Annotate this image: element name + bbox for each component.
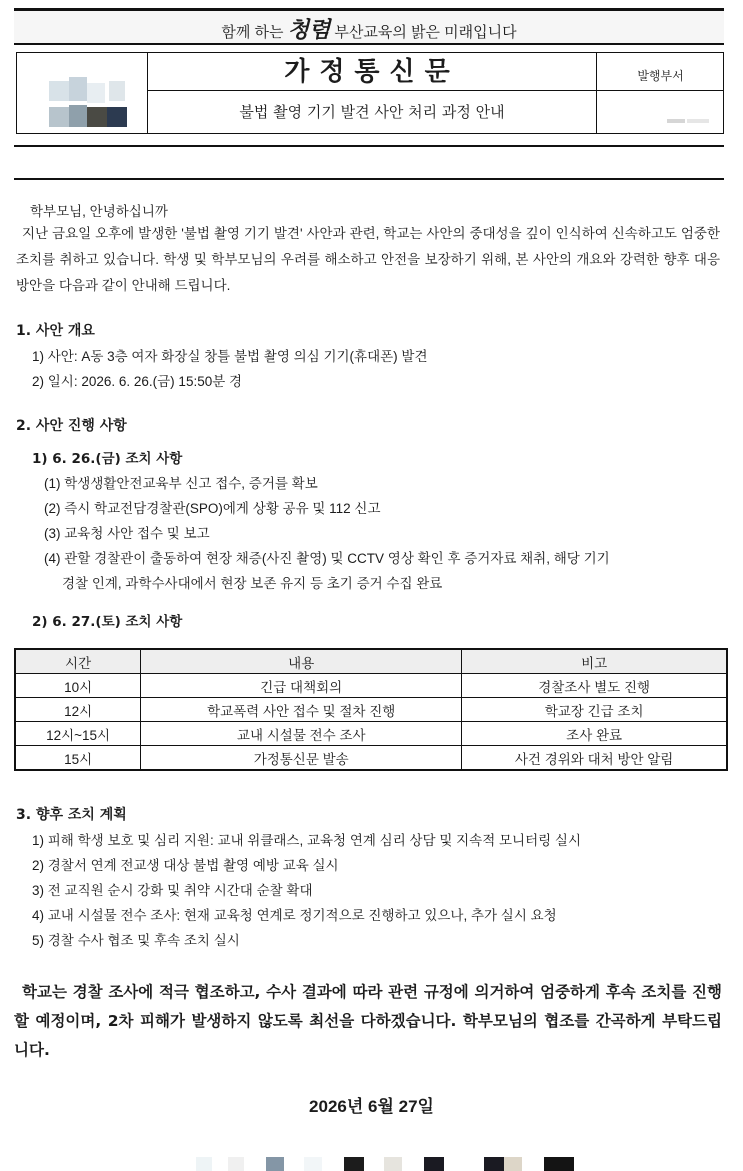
cell-time: 15시 — [15, 746, 141, 771]
intro-paragraph: 지난 금요일 오후에 발생한 '불법 촬영 기기 발견' 사안과 관련, 학교는 사안의 중대성을 깊이 인식하여 신속하고도 엄중한 조치를 취하고 있습니다. 학생 및 학부모님의 우려를 해소하고 안전을 보장하기 위해, 본 사안의 개요와 강력한 향후 대응 방안을 다음과 같이 안내해 드립니다. — [16, 226, 720, 293]
sub1-item-3: (3) 교육청 사안 접수 및 보고 — [44, 526, 210, 541]
table-row — [15, 722, 727, 746]
section1-item-1: 1) 사안: A동 3층 여자 화장실 창틀 불법 촬영 의심 기기(휴대폰) 발견 — [32, 349, 428, 364]
dept-label: 발행부서 — [637, 69, 684, 83]
issuing-department — [596, 53, 724, 133]
table-row — [15, 698, 727, 722]
section2-heading: 2. 사안 진행 사항 — [16, 418, 127, 434]
header-rule-top — [14, 145, 724, 147]
cell-content: 긴급 대책회의 — [141, 674, 462, 698]
slogan-brand: 청렴 — [287, 17, 331, 43]
cell-content: 교내 시설물 전수 조사 — [141, 722, 462, 746]
issue-date: 2026년 6월 27일 — [309, 1097, 434, 1116]
section3-heading: 3. 향후 조치 계획 — [16, 807, 127, 823]
document-subtitle: 불법 촬영 기기 발견 사안 처리 과정 안내 — [239, 103, 505, 121]
dept-divider — [597, 90, 724, 91]
section3-item-1: 1) 피해 학생 보호 및 심리 지원: 교내 위클래스, 교육청 연계 심리 상담 및 지속적 모니터링 실시 — [32, 833, 581, 848]
section3-item-2: 2) 경찰서 연계 전교생 대상 불법 촬영 예방 교육 실시 — [32, 858, 339, 873]
closing-paragraph: 학교는 경찰 조사에 적극 협조하고, 수사 결과에 따라 관련 규정에 의거하여 엄중하게 후속 조치를 진행할 예정이며, 2차 피해가 발생하지 않도록 최선을 다하겠습니다. 학부모님의 협조를 간곡하게 부탁드립니다. — [14, 983, 722, 1059]
section1-item-2: 2) 일시: 2026. 6. 26.(금) 15:50분 경 — [32, 374, 243, 389]
table-header-row — [15, 649, 727, 674]
cell-remarks: 사건 경위와 대처 방안 알림 — [462, 746, 727, 771]
sub1-item-1: (1) 학생생활안전교육부 신고 접수, 증거를 확보 — [44, 476, 318, 491]
sub1-item-4-cont: 경찰 인계, 과학수사대에서 현장 보존 유지 등 초기 증거 수집 완료 — [62, 576, 443, 591]
slogan-banner — [14, 8, 724, 45]
cell-content: 가정통신문 발송 — [141, 746, 462, 771]
section3-item-5: 5) 경찰 수사 협조 및 후속 조치 실시 — [32, 933, 240, 948]
dept-name-redacted — [667, 119, 685, 123]
greeting: 학부모님, 안녕하십니까 — [30, 204, 168, 219]
section2-sub2-heading: 2) 6. 27.(토) 조치 사항 — [32, 614, 183, 630]
table-row — [15, 746, 727, 771]
section3-item-3: 3) 전 교직원 순시 강화 및 취약 시간대 순찰 확대 — [32, 883, 313, 898]
col-header-content: 내용 — [141, 649, 462, 674]
slogan-suffix: 부산교육의 밝은 미래입니다 — [334, 24, 517, 41]
section1-heading: 1. 사안 개요 — [16, 323, 95, 339]
school-logo — [17, 53, 148, 133]
section3-item-4: 4) 교내 시설물 전수 조사: 현재 교육청 연계로 정기적으로 진행하고 있으나, 추가 실시 요청 — [32, 908, 557, 923]
sub1-item-4: (4) 관할 경찰관이 출동하여 현장 채증(사진 촬영) 및 CCTV 영상 확인 후 증거자료 채취, 해당 기기 — [44, 551, 610, 566]
schedule-table — [14, 648, 728, 771]
col-header-time: 시간 — [15, 649, 141, 674]
cell-content: 학교폭력 사안 접수 및 절차 진행 — [141, 698, 462, 722]
sub1-item-2: (2) 즉시 학교전담경찰관(SPO)에게 상황 공유 및 112 신고 — [44, 501, 381, 516]
header-rule-bottom — [14, 178, 724, 180]
section2-sub1-heading: 1) 6. 26.(금) 조치 사항 — [32, 451, 183, 467]
cell-time: 12시~15시 — [15, 722, 141, 746]
document-title: 가정통신문 — [148, 53, 596, 91]
cell-time: 12시 — [15, 698, 141, 722]
newsletter-header — [16, 52, 724, 134]
dept-name-redacted-2 — [687, 119, 709, 123]
col-header-remarks: 비고 — [462, 649, 727, 674]
cell-remarks: 학교장 긴급 조치 — [462, 698, 727, 722]
table-row — [15, 674, 727, 698]
cell-time: 10시 — [15, 674, 141, 698]
slogan-prefix: 함께 하는 — [221, 24, 284, 41]
cell-remarks: 경찰조사 별도 진행 — [462, 674, 727, 698]
cell-remarks: 조사 완료 — [462, 722, 727, 746]
